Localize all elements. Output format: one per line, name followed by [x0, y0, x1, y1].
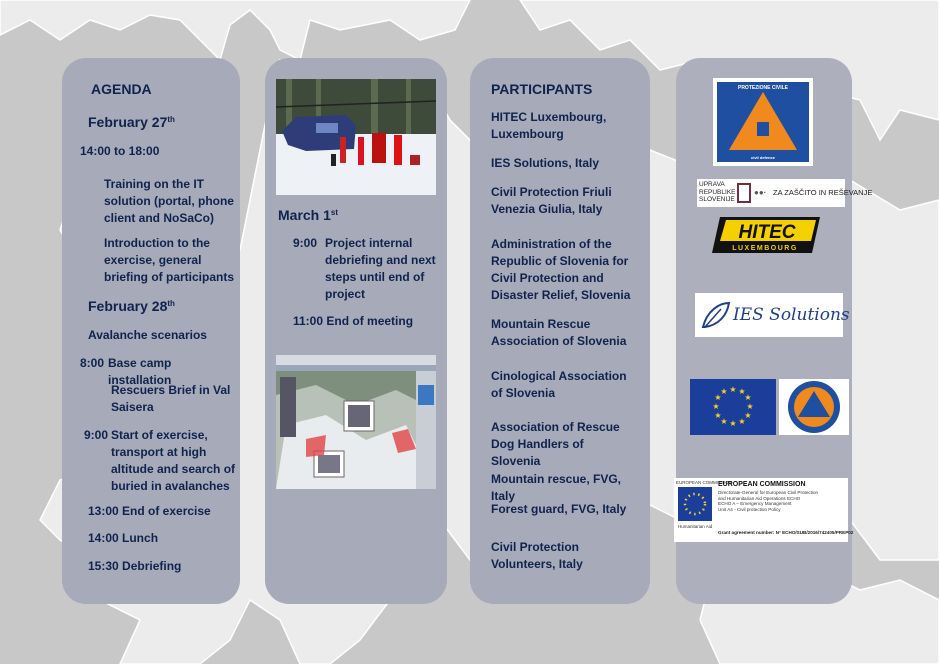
ec-line-3: ECHO A – Emergency Management	[718, 501, 792, 507]
uprava-right-text: ZA ZAŠČITO IN REŠEVANJE	[773, 188, 873, 197]
feb28-heading: February 28th	[88, 298, 175, 314]
participants-panel	[470, 58, 650, 604]
participant-item: IES Solutions, Italy	[491, 156, 600, 170]
march-heading: March 1st	[278, 207, 339, 223]
agenda-item-introduction: Introduction to the exercise, general briefing of participants	[104, 236, 235, 284]
svg-text:★: ★	[720, 387, 728, 396]
svg-text:★: ★	[714, 393, 722, 402]
ec-line-2: and Humanitarian Aid Operations ECHO	[718, 495, 801, 501]
march-end-meeting: 11:00 End of meeting	[293, 314, 414, 328]
civil-protection-emblem	[779, 379, 849, 435]
software-screenshot	[276, 355, 436, 489]
hitec-sub-text: LUXEMBOURG	[732, 245, 798, 252]
participant-item: Cinological Association of Slovenia	[491, 369, 627, 400]
agenda-panel	[62, 58, 240, 604]
ec-caption: Humanitarian Aid	[678, 524, 713, 529]
agenda-rescuers-brief: Rescuers Brief in Val Saisera	[111, 383, 231, 414]
agenda-start-exercise: Start of exercise, transport at high altitude and search of buried in avalanches	[111, 428, 236, 493]
svg-text:★: ★	[720, 417, 728, 426]
ec-line-4: Unit A4 - Civil protection Policy	[718, 506, 781, 512]
participant-item: Administration of the Republic of Slovenia for Civil Protection and Disaster Relief, Slovenia	[491, 237, 631, 302]
dots-icon: ●●·	[754, 188, 767, 197]
agenda-time-8: 8:00	[80, 356, 105, 370]
agenda-debriefing: 15:30 Debriefing	[88, 559, 182, 573]
agenda-end-exercise: 13:00 End of exercise	[88, 504, 211, 518]
svg-text:★: ★	[729, 419, 737, 428]
ies-text: IES Solutions	[733, 305, 850, 325]
agenda-base-camp: Base camp installation	[108, 356, 172, 387]
agenda-time-9: 9:00	[84, 428, 109, 442]
logos-panel	[676, 58, 873, 604]
protezione-top-text: PROTEZIONE CIVILE	[737, 85, 789, 91]
participant-item: Mountain Rescue Association of Slovenia	[491, 317, 627, 348]
svg-text:★: ★	[729, 385, 737, 394]
march-project-debriefing: Project internal debriefing and next steps until end of project	[325, 236, 436, 301]
protezione-civile-logo	[713, 78, 813, 166]
ec-lines	[718, 490, 818, 512]
svg-text:★: ★	[744, 393, 752, 402]
ec-title: EUROPEAN COMMISSION	[718, 481, 806, 488]
european-commission-logo	[674, 478, 854, 542]
protezione-bottom-text: civil defence	[750, 155, 776, 160]
svg-text:★: ★	[714, 411, 722, 420]
avalanche-scenarios: Avalanche scenarios	[88, 328, 207, 342]
time-14-18: 14:00 to 18:00	[80, 144, 160, 158]
helicopter-photo	[276, 79, 436, 195]
feb27-heading: February 27th	[88, 114, 175, 130]
svg-text:★: ★	[746, 402, 754, 411]
participant-item: Civil Protection Volunteers, Italy	[491, 540, 583, 571]
march-panel	[265, 58, 447, 604]
participant-item: Forest guard, FVG, Italy	[491, 502, 627, 516]
svg-text:★: ★	[738, 387, 746, 396]
eu-flag-small	[678, 487, 712, 521]
participant-item: Association of Rescue Dog Handlers of Slovenia	[491, 420, 620, 468]
participant-item: HITEC Luxembourg, Luxembourg	[491, 110, 607, 141]
svg-text:★: ★	[738, 417, 746, 426]
hitec-logo	[712, 217, 820, 253]
participant-item: Mountain rescue, FVG, Italy	[491, 472, 622, 503]
agenda-title: AGENDA	[91, 81, 152, 97]
uprava-logo	[697, 179, 873, 207]
slovenia-emblem-icon	[737, 183, 751, 203]
hitec-main-text: HITEC	[738, 222, 796, 243]
agenda-item-training: Training on the IT solution (portal, phone client and NoSaCo)	[104, 177, 234, 225]
participants-title: PARTICIPANTS	[491, 81, 593, 97]
march-time-9: 9:00	[293, 236, 318, 250]
svg-text:★: ★	[712, 402, 720, 411]
uprava-left-text: UPRAVA REPUBLIKE SLOVENIJE	[699, 181, 736, 203]
leaf-icon	[699, 299, 731, 331]
ec-tag: EUROPEAN COMMISSION	[676, 480, 733, 485]
ec-line-1: Directorate-General for European Civil Protection	[718, 490, 819, 495]
ec-grant: Grant agreement number: N° ECHO/SUB/2016/742405/PREP02	[718, 530, 854, 535]
agenda-lunch: 14:00 Lunch	[88, 531, 159, 545]
svg-text:★: ★	[744, 411, 752, 420]
ies-solutions-logo	[695, 293, 850, 337]
eu-flag	[690, 379, 776, 435]
participant-item: Civil Protection Friuli Venezia Giulia, Italy	[491, 185, 612, 216]
